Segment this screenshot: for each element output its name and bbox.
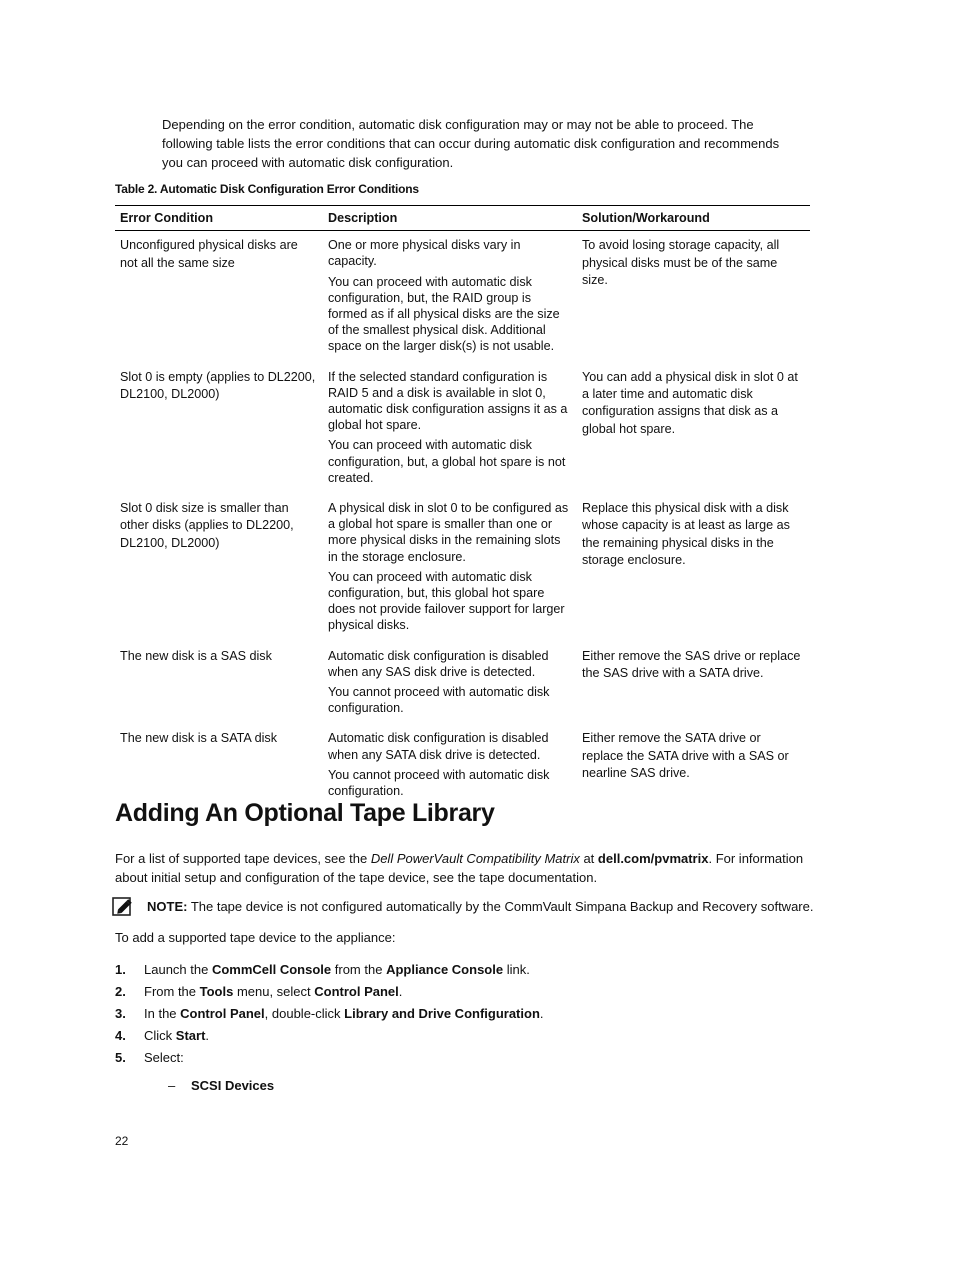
step-text [144,1004,544,1024]
cell-condition: The new disk is a SATA disk [120,731,278,746]
cell-condition: Unconfigured physical disks are not all the same size [120,238,298,270]
note-body: The tape device is not configured automatically by the CommVault Simpana Backup and Recovery software. [187,899,814,914]
commcell-console-term: CommCell Console [211,962,332,977]
header-description: Description [323,206,577,231]
step-text [144,960,530,980]
header-solution: Solution/Workaround [577,206,810,231]
description-paragraph: Automatic disk configuration is disabled when any SAS disk drive is detected. [328,648,549,679]
scsi-devices-term: SCSI Devices [191,1078,275,1093]
library-drive-config-term: Library and Drive Configuration [344,1006,540,1021]
cell-condition: Slot 0 disk size is smaller than other disks (applies to DL2200, DL2100, DL2000) [120,501,294,550]
step-text-part: , double-click [264,1006,345,1021]
description-paragraph: Automatic disk configuration is disabled when any SATA disk drive is detected. [328,731,549,762]
cell-description [323,726,577,809]
control-panel-term: Control Panel [314,984,399,999]
cell-solution: To avoid losing storage capacity, all physical disks must be of the same size. [582,238,780,288]
step-text-part: link. [503,962,530,977]
dash-bullet: – [168,1078,176,1093]
appliance-console-term: Appliance Console [386,962,504,977]
step-number: 5. [115,1050,126,1065]
pvmatrix-link[interactable]: dell.com/pvmatrix [597,851,709,866]
step-number: 3. [115,1006,126,1021]
cell-description [323,644,577,727]
add-tape-intro: To add a supported tape device to the appliance: [115,930,396,945]
step-text-part: . [205,1028,210,1043]
compatibility-matrix-title: Dell PowerVault Compatibility Matrix [370,851,580,866]
table-row [115,644,810,727]
para1-text-after: . For information about initial setup and configuration of the tape device, see the tape documentation. [115,851,804,885]
cell-description [323,231,577,365]
page-number: 22 [115,1134,129,1148]
para1-text-mid: at [579,851,598,866]
tools-menu-term: Tools [199,984,234,999]
step-text [144,982,402,1002]
step-text [144,1048,184,1068]
para1-text-before: For a list of supported tape devices, see the [115,851,371,866]
description-paragraph: One or more physical disks vary in capacity. [328,238,521,269]
pencil-note-icon [112,896,134,918]
step-number: 4. [115,1028,126,1043]
step-text-part: . [539,1006,544,1021]
description-paragraph: You can proceed with automatic disk configuration, but, a global hot spare is not created. [328,438,566,485]
description-paragraph: If the selected standard configuration is RAID 5 and a disk is available in slot 0, automatic disk configuration assigns it as a global hot spare. [328,369,568,433]
step-text-part: from the [331,962,387,977]
description-paragraph: You cannot proceed with automatic disk configuration. [328,767,550,799]
cell-description [323,365,577,496]
cell-condition: Slot 0 is empty (applies to DL2200, DL2100, DL2000) [120,369,316,402]
description-paragraph: You can proceed with automatic disk configuration, but, this global hot spare does not provide failover support for larger physical disks. [328,569,565,633]
start-term: Start [175,1028,206,1043]
step-text [144,1026,209,1046]
table-row [115,496,810,644]
cell-solution: You can add a physical disk in slot 0 at a later time and automatic disk configuration assigns that disk as a global hot spare. [582,369,798,436]
cell-condition: The new disk is a SAS disk [120,648,272,663]
step-text-part: In the [144,1006,181,1021]
table-caption: Table 2. Automatic Disk Configuration Error Conditions [115,182,419,196]
step-text-part: From the [144,984,200,999]
control-panel-term: Control Panel [180,1006,265,1021]
table-row [115,231,810,365]
cell-description [323,496,577,644]
step-text-part: Select: [144,1050,184,1065]
step-text-part: Click [144,1028,176,1043]
description-paragraph: A physical disk in slot 0 to be configured as a global hot spare is smaller than one or more physical disks in the remaining slots in the storage enclosure. [328,501,569,564]
cell-solution: Either remove the SAS drive or replace the SAS drive with a SATA drive. [582,648,801,681]
table-row [115,726,810,809]
step-number: 2. [115,984,126,999]
step-text-part: Launch the [144,962,212,977]
section-heading: Adding An Optional Tape Library [115,799,495,827]
header-error-condition: Error Condition [115,206,323,231]
step-number: 1. [115,962,126,977]
intro-paragraph: Depending on the error condition, automatic disk configuration may or may not be able to proceed. The following table lists the error conditions that can occur during automatic disk configuration and recommends you can proceed with automatic disk configuration. [162,117,780,170]
tape-devices-paragraph [115,849,815,887]
note-callout [112,896,832,918]
description-paragraph: You cannot proceed with automatic disk configuration. [328,685,550,716]
note-text [147,897,813,916]
sub-list-item [168,1076,274,1095]
description-paragraph: You can proceed with automatic disk configuration, but, the RAID group is formed as if all physical disks are the size of the smallest physical disk. Additional space on the larger disk(s) is not usable. [328,274,560,354]
error-conditions-table [115,205,810,809]
table-header-row [115,206,810,231]
table-row [115,365,810,496]
step-text-part: menu, select [233,984,315,999]
note-label: NOTE: [147,899,188,914]
cell-solution: Replace this physical disk with a disk whose capacity is at least as large as the remaining physical disks in the storage enclosure. [582,501,790,568]
cell-solution: Either remove the SATA drive or replace the SATA drive with a SAS or nearline SAS drive. [582,731,789,781]
step-text-part: . [398,984,403,999]
